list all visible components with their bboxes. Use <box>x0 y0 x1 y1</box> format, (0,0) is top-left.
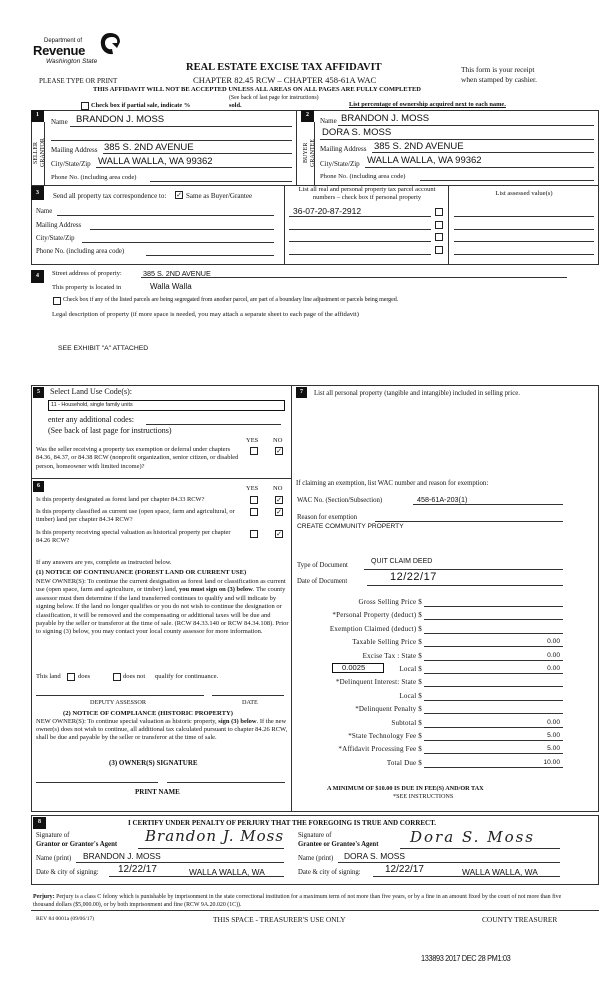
owner-signature-line[interactable] <box>36 782 158 783</box>
land-use-see-back: (See back of last page for instructions) <box>48 426 172 435</box>
grantor-signature-label-2: Grantor or Grantor's Agent <box>36 841 118 848</box>
grantor-signature-line <box>138 848 284 849</box>
fee-line[interactable] <box>424 713 563 714</box>
buyer-city-label: City/State/Zip <box>320 160 360 168</box>
divider-left-right <box>291 385 292 812</box>
this-land-label: This land <box>36 673 61 680</box>
exemption-label: If claiming an exemption, list WAC number and reason for exemption: <box>296 480 489 487</box>
parcel-line[interactable] <box>289 229 431 230</box>
notice-continuance-bold: you must sign on (3) below <box>178 586 253 594</box>
parcel-line <box>289 216 431 217</box>
fee-label: Local $ <box>399 691 422 700</box>
legal-description-label: Legal description of property (if more space is needed, you may attach a separate sheet to each page of the affidavit) <box>52 311 359 318</box>
section-2-number: 2 <box>301 110 314 122</box>
notice-continuance-text-a: NEW OWNER(S): To continue the current designation as forest land or classification as current use (open space, farm and agriculture, or timber) land, <box>36 578 286 594</box>
exemption-no-checkbox[interactable]: ✓ <box>276 447 282 455</box>
does-not-checkbox[interactable] <box>113 673 121 681</box>
document-type-line <box>364 569 563 570</box>
fee-label: Excise Tax : State $ <box>362 651 422 660</box>
warning-line: THIS AFFIDAVIT WILL NOT BE ACCEPTED UNLESS ALL AREAS ON ALL PAGES ARE FULLY COMPLETED <box>93 86 421 93</box>
buyer-name2-field[interactable]: DORA S. MOSS <box>322 127 392 138</box>
fee-label: Local $ <box>399 665 422 673</box>
perjury-bold: Perjury: <box>33 894 55 900</box>
section-3-number: 3 <box>31 186 44 200</box>
fee-value: 5.00 <box>547 732 560 739</box>
fee-line[interactable] <box>424 633 563 634</box>
fee-value: 5.00 <box>547 745 560 753</box>
fee-value: 0.00 <box>547 718 560 726</box>
exemption-reason-line <box>375 521 563 522</box>
notice-compliance-text-b: . If the new owner(s) does not wish to continue, all additional tax calculated pursuant to chapter 84.26 RCW, shall be due and payable by the seller or transferor at the time of sale. <box>36 718 288 741</box>
footer-rule <box>31 910 599 911</box>
historic-no-checkbox[interactable]: ✓ <box>276 530 282 538</box>
buyer-phone-line[interactable] <box>420 180 594 181</box>
assessed-header: List assessed value(s) <box>495 190 553 197</box>
if-yes-note: If any answers are yes, complete as instructed below. <box>36 559 172 566</box>
grantee-name-field[interactable]: DORA S. MOSS <box>344 851 405 861</box>
buyer-phone-label: Phone No. (including area code) <box>320 173 406 180</box>
minimum-due-note: A MINIMUM OF $10.00 IS DUE IN FEE(S) AND/OR TAX <box>327 785 484 792</box>
grantee-date-field[interactable]: 12/22/17 <box>385 864 424 875</box>
seller-mailing-field[interactable]: 385 S. 2ND AVENUE <box>104 142 194 153</box>
dor-logo <box>33 30 128 70</box>
seller-name2-line <box>51 140 292 141</box>
personal-property-checkbox[interactable] <box>435 221 443 229</box>
parcel-line[interactable] <box>289 241 431 242</box>
grantee-city-field[interactable]: WALLA WALLA, WA <box>462 867 538 877</box>
grantee-name-label: Name (print) <box>298 855 334 862</box>
fee-value: 0.00 <box>547 638 560 646</box>
receipt-note-2: when stamped by cashier. <box>461 75 537 84</box>
buyer-mailing-line <box>372 152 594 153</box>
seller-city-line <box>96 167 292 168</box>
see-back-note: (See back of last page for instructions) <box>229 95 319 101</box>
fee-label: Total Due $ <box>386 758 422 767</box>
print-name-label: PRINT NAME <box>135 788 180 796</box>
grantor-label: GRANTOR <box>40 138 46 168</box>
current-use-question: Is this property classified as current use (open space, farm and agricultural, or timber) land per chapter 84.34 RCW? <box>36 508 235 524</box>
please-print: PLEASE TYPE OR PRINT <box>39 77 118 85</box>
fee-line[interactable] <box>424 686 563 687</box>
historic-yes-checkbox[interactable] <box>250 530 258 538</box>
exemption-reason-label: Reason for exemption <box>297 514 358 521</box>
wac-field[interactable]: 458-61A-203(1) <box>417 495 468 504</box>
land-use-label: Select Land Use Code(s): <box>50 387 132 396</box>
parcels-header-1: List all real and personal property tax parcel account <box>298 186 436 193</box>
buyer-mailing-label: Mailing Address <box>320 145 367 153</box>
dor-logo-icon <box>99 32 121 56</box>
additional-codes-line[interactable] <box>146 424 281 425</box>
historic-question: Is this property receiving special valuation as historical property per chapter 84.26 RCW? <box>36 529 231 545</box>
grantor-city-field[interactable]: WALLA WALLA, WA <box>189 867 265 877</box>
seller-city-field[interactable]: WALLA WALLA, WA 99362 <box>98 156 213 167</box>
seller-name-line <box>70 126 292 127</box>
personal-property-checkbox[interactable] <box>435 233 443 241</box>
current-use-no-checkbox[interactable]: ✓ <box>276 508 282 516</box>
parcel-line[interactable] <box>289 254 431 255</box>
fee-label: *Delinquent Penalty $ <box>355 705 422 714</box>
fee-label: *Delinquent Interest: State $ <box>335 678 422 687</box>
notice-compliance-title: (2) NOTICE OF COMPLIANCE (HISTORIC PROPERTY) <box>63 710 233 717</box>
notice-compliance-bold: sign (3) below <box>218 718 257 725</box>
deputy-assessor-line[interactable] <box>36 695 204 696</box>
no-header-6: NO <box>273 485 283 492</box>
forest-land-question: Is this property designated as forest land per chapter 84.33 RCW? <box>36 496 205 503</box>
fee-line[interactable] <box>424 619 563 620</box>
section-7-number: 7 <box>296 387 307 398</box>
logo-line1: Department of <box>44 38 83 44</box>
notice-continuance-text <box>36 578 290 637</box>
logo-line2: Revenue <box>33 43 86 58</box>
see-instructions-note: *SEE INSTRUCTIONS <box>393 793 454 800</box>
fee-value: 0.00 <box>547 651 560 659</box>
wac-line <box>413 504 563 505</box>
fee-label: Subtotal $ <box>391 718 422 727</box>
corr-phone-line[interactable] <box>146 255 274 256</box>
form-id: REV 84 0001a (09/06/17) <box>36 916 95 922</box>
grantee-label: GRANTEE <box>310 139 316 167</box>
document-date-label: Date of Document <box>297 578 348 585</box>
notice-compliance-text <box>36 718 290 741</box>
section-8-number: 8 <box>33 817 46 829</box>
parcels-header-2: numbers – check box if personal property <box>312 194 422 201</box>
buyer-city-line <box>365 167 594 168</box>
grantor-name-label: Name (print) <box>36 855 72 862</box>
section-6-number: 6 <box>33 481 44 492</box>
forest-land-no-checkbox[interactable]: ✓ <box>276 496 282 504</box>
document-date-field[interactable]: 12/22/17 <box>390 571 437 583</box>
buyer-label: BUYER <box>303 142 309 164</box>
current-use-yes-checkbox[interactable] <box>250 508 258 516</box>
grantee-signature-label-2: Grantee or Grantee's Agent <box>298 841 379 848</box>
yes-header-5: YES <box>246 437 259 444</box>
same-as-buyer-label: Same as Buyer/Grantee <box>186 192 253 200</box>
corr-name-line[interactable] <box>57 215 274 216</box>
fee-label: *State Technology Fee $ <box>348 732 422 740</box>
seller-mailing-line <box>103 153 292 154</box>
perjury-text: Perjury is a class C felony which is punishable by imprisonment in the state correctional institution for a maximum term of not more than five years, or by a fine in an amount fixed by the court of not more than five thousand dollars ($5,000.00), or by both imprisonment and fine (RCW 9A.20.020 (1C)). <box>33 894 562 908</box>
fee-label: Taxable Selling Price $ <box>352 638 422 647</box>
segregation-checkbox[interactable] <box>53 297 61 305</box>
grantee-signature-label-1: Signature of <box>298 832 332 839</box>
owner-signature-title: (3) OWNER(S) SIGNATURE <box>109 759 198 767</box>
buyer-city-field[interactable]: WALLA WALLA, WA 99362 <box>367 155 482 166</box>
fee-label: Gross Selling Price $ <box>358 598 422 606</box>
assessed-line[interactable] <box>454 229 594 230</box>
assessor-date-line[interactable] <box>212 695 284 696</box>
seller-label: SELLER <box>33 142 39 164</box>
fee-line[interactable] <box>424 660 563 661</box>
chapter-line: CHAPTER 82.45 RCW – CHAPTER 458-61A WAC <box>193 75 377 85</box>
grantor-name-line <box>76 862 284 863</box>
legal-description-field[interactable]: SEE EXHIBIT "A" ATTACHED <box>58 345 149 352</box>
fee-line[interactable] <box>424 700 563 701</box>
seller-name-label: Name <box>51 118 68 126</box>
wac-label: WAC No. (Section/Subsection) <box>297 497 383 504</box>
certify-statement: I CERTIFY UNDER PENALTY OF PERJURY THAT THE FOREGOING IS TRUE AND CORRECT. <box>128 819 437 827</box>
treasurer-use-label: THIS SPACE - TREASURER'S USE ONLY <box>213 915 346 924</box>
seller-phone-line[interactable] <box>150 181 292 182</box>
personal-property-label: List all personal property (tangible and intangible) included in selling price. <box>314 390 520 397</box>
fee-value: 0.00 <box>547 665 560 672</box>
divider-5-6 <box>31 478 291 479</box>
assessor-date-label: DATE <box>242 699 258 706</box>
partial-sale-label: Check box if partial sale, indicate % <box>91 102 191 109</box>
exemption-reason-field[interactable]: CREATE COMMUNITY PROPERTY <box>297 523 404 530</box>
forest-land-yes-checkbox[interactable] <box>250 496 258 504</box>
does-label: does <box>78 673 91 680</box>
divider-parcels-assessed <box>448 185 449 265</box>
fee-label: Exemption Claimed (deduct) $ <box>329 624 422 633</box>
located-in-label: This property is located in <box>52 284 122 291</box>
grantee-date-label: Date & city of signing: <box>298 869 361 876</box>
seller-side-label <box>33 128 44 178</box>
fee-value: 10.00 <box>543 758 560 766</box>
document-date-line <box>367 585 563 586</box>
receipt-note-1: This form is your receipt <box>461 65 535 74</box>
land-use-value: 11 - Household, single family units <box>51 402 133 408</box>
fee-line[interactable] <box>424 727 563 728</box>
personal-property-checkbox[interactable] <box>435 246 443 254</box>
sold-label: sold. <box>229 102 242 109</box>
located-in-field[interactable]: Walla Walla <box>150 282 192 291</box>
corr-phone-label: Phone No. (including area code) <box>36 248 125 255</box>
does-checkbox[interactable] <box>67 673 75 681</box>
recording-stamp: 133893 2017 DEC 28 PM1:03 <box>421 954 511 963</box>
grantee-signature[interactable]: Dora S. Moss <box>410 828 536 846</box>
seller-phone-label: Phone No. (including area code) <box>51 174 137 181</box>
grantee-name-line <box>338 862 560 863</box>
assessed-line[interactable] <box>454 241 594 242</box>
buyer-name-line <box>338 125 594 126</box>
divider-1-2 <box>296 110 297 185</box>
grantee-signature-line <box>400 848 560 849</box>
fee-line[interactable] <box>424 767 563 768</box>
logo-line3: Washington State <box>46 58 98 65</box>
send-correspondence-label: Send all property tax correspondence to: <box>53 192 167 200</box>
seller-name-field[interactable]: BRANDON J. MOSS <box>76 114 165 125</box>
grantor-signature[interactable]: Brandon J. Moss <box>145 827 285 845</box>
county-treasurer-label: COUNTY TREASURER <box>482 915 558 924</box>
notice-continuance-title: (1) NOTICE OF CONTINUANCE (FOREST LAND OR CURRENT USE) <box>36 569 247 576</box>
grantor-name-field[interactable]: BRANDON J. MOSS <box>83 851 161 861</box>
corr-name-label: Name <box>36 208 53 215</box>
yes-header-6: YES <box>246 485 259 492</box>
fee-line[interactable] <box>424 740 563 741</box>
grantor-signature-label-1: Signature of <box>36 832 70 839</box>
buyer-name2-line <box>320 139 594 140</box>
notice-compliance-text-a: NEW OWNER(S): To continue special valuation as historic property, <box>36 718 219 725</box>
fee-line[interactable] <box>424 606 563 607</box>
segregation-label: Check box if any of the listed parcels are being segregated from another parcel, are part of a boundary line adjustment or parcels being merged. <box>63 297 399 303</box>
buyer-name-field[interactable]: BRANDON J. MOSS <box>341 113 430 124</box>
exemption-yes-checkbox[interactable] <box>250 447 258 455</box>
assessed-line[interactable] <box>454 254 594 255</box>
form-title: REAL ESTATE EXCISE TAX AFFIDAVIT <box>186 62 382 73</box>
buyer-side-label <box>303 128 314 178</box>
section-5-number: 5 <box>33 387 44 398</box>
does-not-label: does not <box>123 673 146 680</box>
divider-3-parcels <box>284 185 285 265</box>
assessed-line[interactable] <box>454 216 594 217</box>
buyer-mailing-field[interactable]: 385 S. 2ND AVENUE <box>374 141 464 152</box>
notice-continuance-text-b: . The county assessor must then determine if the land transferred continues to qualify and will indicate by signing below. If the land no longer qualifies or you do not wish to continue the designation or classification, it will be removed and the compensating or additional taxes will be due and payable by the seller or transferor at the time of sale. (RCW 84.33.140 or RCW 84.34.108). Prior to signing (3) below, you may contact your local county assessor for more information. <box>36 586 289 636</box>
personal-property-checkbox[interactable] <box>435 208 443 216</box>
corr-city-label: City/State/Zip <box>36 235 75 242</box>
owner-print-name-line[interactable] <box>167 782 285 783</box>
fee-label: *Personal Property (deduct) $ <box>332 611 422 620</box>
document-type-field[interactable]: QUIT CLAIM DEED <box>371 558 433 565</box>
corr-mailing-label: Mailing Address <box>36 222 82 229</box>
ownership-note: List percentage of ownership acquired next to each name. <box>349 101 506 108</box>
fee-line[interactable] <box>424 753 563 754</box>
partial-sale-checkbox[interactable] <box>81 102 89 110</box>
fee-label: *Affidavit Processing Fee $ <box>338 745 422 754</box>
buyer-name-label: Name <box>320 117 337 125</box>
section-4-number: 4 <box>31 270 44 283</box>
section-1-number: 1 <box>31 110 44 122</box>
local-rate-field: 0.0025 <box>342 663 366 672</box>
same-as-buyer-checkbox[interactable]: ✓ <box>176 191 182 199</box>
parcel-number-field[interactable]: 36-07-20-87-2912 <box>293 206 362 216</box>
street-address-label: Street address of property: <box>52 270 122 277</box>
document-type-label: Type of Document <box>297 562 348 569</box>
qualify-label: qualify for continuance. <box>155 673 219 680</box>
corr-mailing-line[interactable] <box>90 229 274 230</box>
grantor-date-field[interactable]: 12/22/17 <box>118 864 157 875</box>
perjury-statement <box>33 893 563 909</box>
additional-codes-label: enter any additional codes: <box>48 415 134 424</box>
no-header-5: NO <box>273 437 283 444</box>
corr-city-line[interactable] <box>82 242 274 243</box>
fee-line[interactable] <box>424 673 563 674</box>
street-address-field[interactable]: 385 S. 2ND AVENUE <box>143 269 211 278</box>
fee-line[interactable] <box>424 646 563 647</box>
seller-city-label: City/State/Zip <box>51 160 91 168</box>
seller-mailing-label: Mailing Address <box>51 146 98 154</box>
exemption-question: Was the seller receiving a property tax exemption or deferral under chapters 84.36, 84.37, or 84.38 RCW (nonprofit organization, senior citizen, or disabled person, homeowner with limited income)? <box>36 446 239 470</box>
grantor-date-label: Date & city of signing: <box>36 869 99 876</box>
deputy-assessor-label: DEPUTY ASSESSOR <box>90 699 146 706</box>
